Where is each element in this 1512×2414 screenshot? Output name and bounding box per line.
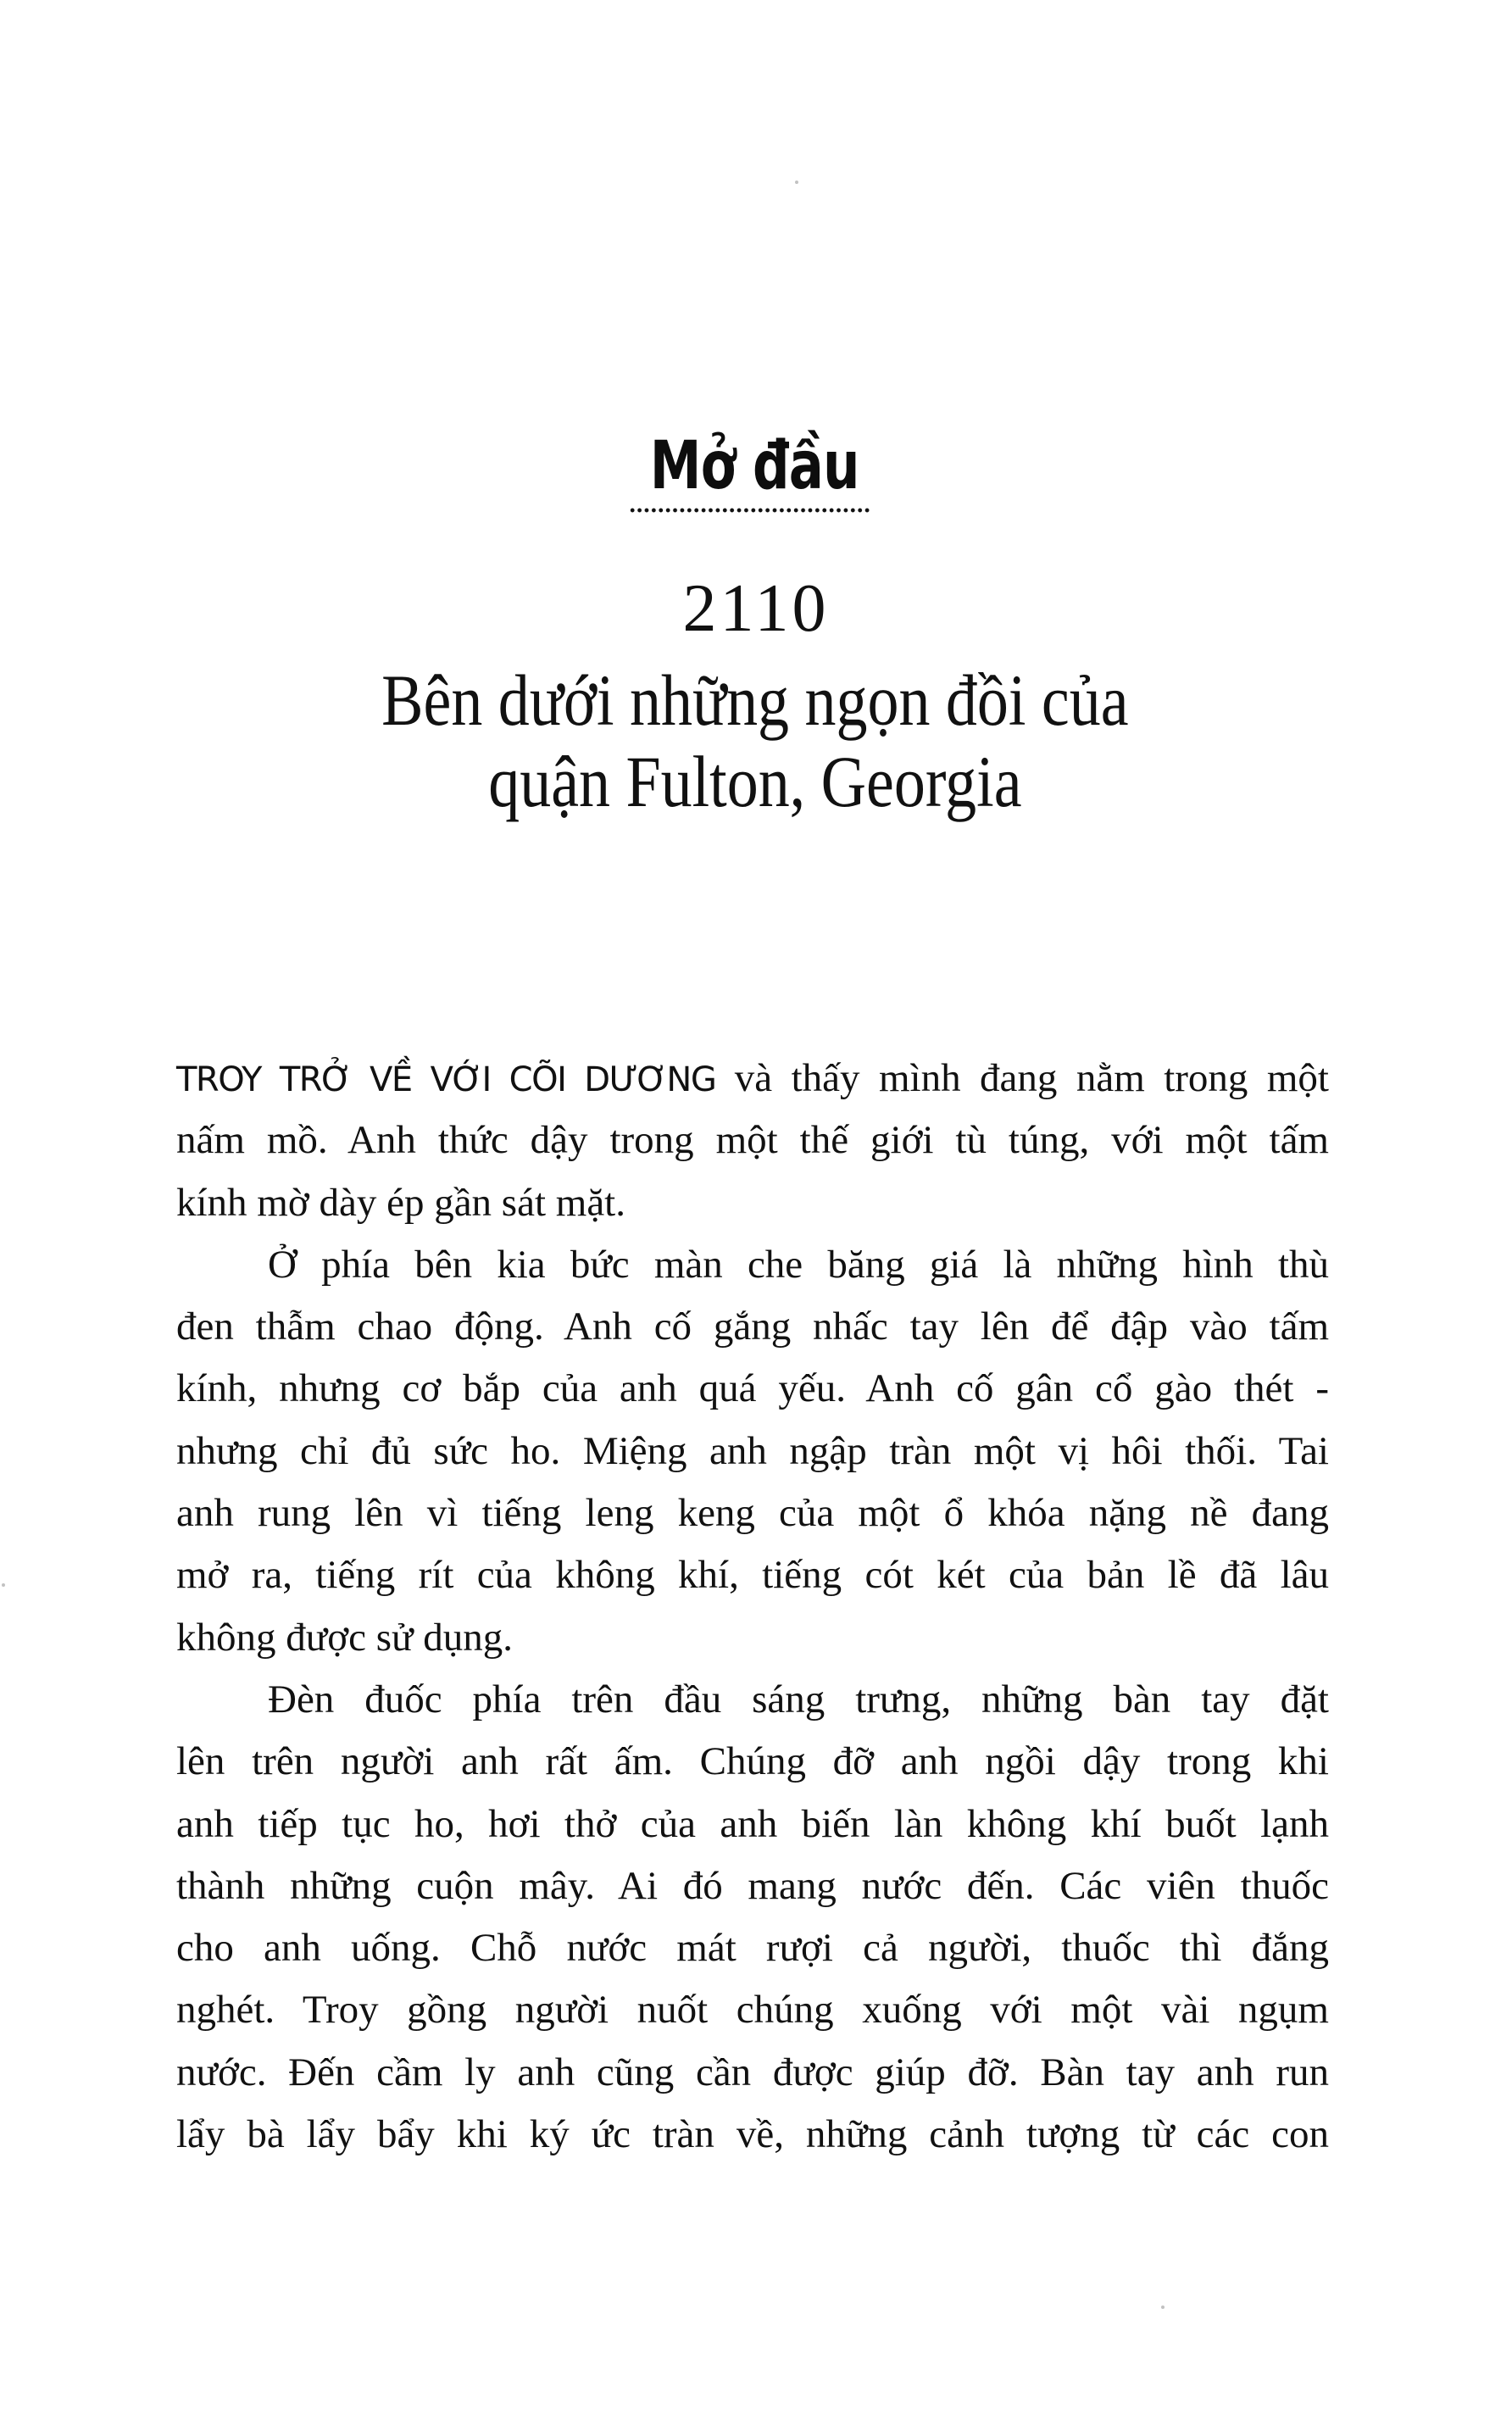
body-text [176, 1048, 1329, 2166]
body-line: nhưng chỉ đủ sức ho. Miệng anh ngập tràn một vị hôi thối. Tai [176, 1428, 1329, 1473]
body-line: anh tiếp tục ho, hơi thở của anh biến làn không khí buốt lạnh [176, 1801, 1329, 1846]
body-line: nấm mồ. Anh thức dậy trong một thế giới tù túng, với một tấm [176, 1118, 1329, 1163]
body-line: Đèn đuốc phía trên đầu sáng trưng, những bàn tay đặt [268, 1677, 1329, 1722]
chapter-place-line-2: quận Fulton, Georgia [488, 741, 1022, 822]
scan-speck [2, 1583, 5, 1587]
body-line: kính, nhưng cơ bắp của anh quá yếu. Anh cố gân cổ gào thét - [176, 1366, 1329, 1411]
body-line: TROY TRỞ VỀ VỚI CÕI DƯƠNG và thấy mình đang nằm trong một [176, 1056, 1329, 1100]
body-line: nước. Đến cầm ly anh cũng cần được giúp đỡ. Bàn tay anh run [176, 2050, 1329, 2094]
body-line: kính mờ dày ép gần sát mặt. [176, 1180, 625, 1225]
scan-speck [1161, 2306, 1165, 2309]
body-line: không được sử dụng. [176, 1615, 513, 1660]
body-line: anh rung lên vì tiếng leng keng của một ổ khóa nặng nề đang [176, 1491, 1329, 1536]
body-line: lẩy bà lẩy bẩy khi ký ức tràn về, những cảnh tượng từ các con [176, 2112, 1329, 2157]
chapter-place-line-1: Bên dưới những ngọn đồi của [381, 659, 1129, 741]
body-line: đen thẫm chao động. Anh cố gắng nhấc tay lên để đập vào tấm [176, 1304, 1329, 1349]
body-line: Ở phía bên kia bức màn che băng giá là những hình thù [268, 1242, 1329, 1287]
body-line: nghét. Troy gồng người nuốt chúng xuống với một vài ngụm [176, 1988, 1329, 2033]
body-line: cho anh uống. Chỗ nước mát rượi cả người, thuốc thì đắng [176, 1926, 1329, 1971]
body-line: thành những cuộn mây. Ai đó mang nước đến. Các viên thuốc [176, 1863, 1329, 1908]
lead-in-caps: TROY TRỞ VỀ VỚI CÕI DƯƠNG [176, 1060, 716, 1099]
scan-speck [795, 181, 798, 184]
chapter-year: 2110 [682, 571, 830, 646]
title-dotted-rule [629, 507, 870, 514]
section-title: Mở đầu [649, 428, 859, 504]
body-line: lên trên người anh rất ấm. Chúng đỡ anh ngồi dậy trong khi [176, 1739, 1329, 1784]
body-line: mở ra, tiếng rít của không khí, tiếng cót két của bản lề đã lâu [176, 1553, 1329, 1598]
